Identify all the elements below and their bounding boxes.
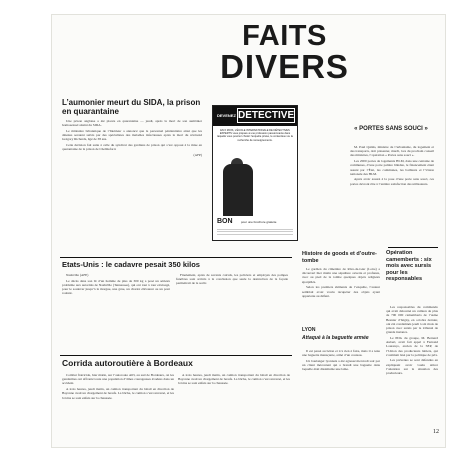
corrida-p2: A trois heures, jeudi matin, un camion transportant du bétail en direction de Bayonne avait un chargement de bœufs. La bâche, le camion s’est renversé, et les bovins se sont enfuis sur la chaussée.: [62, 387, 174, 400]
portes-p3: Après avoir assuré à la pose d’une porte sans souci, ces portes devront être à l’entière satisfaction des utilisateurs.: [350, 177, 434, 186]
nashville-p3: Finalement, après de savants calculs, les policiers et employés des pompes funèbres sont arrivés à la conclusion que seule la destruction de la façade permettrait de le sortir.: [176, 273, 288, 286]
detective-ad: [212, 105, 298, 241]
ad-coupon-label: BON: [217, 218, 233, 225]
detective-silhouette-icon: [223, 164, 253, 216]
ad-banner: [213, 106, 297, 126]
masthead-line1: FAITS: [242, 20, 327, 52]
portes-p1: M. Paul Quilès, ministre de l’urbanisme, du logement et des transports, doit présenter, mardi, lors du prochain conseil des ministres, l’opération « Portes sans souci ».: [350, 145, 434, 158]
nashville-p1: Nashville (AFP): [66, 273, 89, 277]
ad-coupon-lines: [217, 227, 293, 236]
rule-nashville: [60, 257, 292, 258]
nashville-title: Etats-Unis : le cadavre pesait 350 kilos: [62, 260, 200, 269]
nashville-p2: Le décès dans son lit d’un homme de plus de 300 kg a posé un sérieux problème aux autorités de Nashville (Tennessee), qui ont tout à tour envisagé, pour le soulever jusqu’à la morgue, une grue, un chariot élévateur ou un pont roulant.: [62, 278, 170, 296]
sida-p1: Une prison anglaise a été placée en quarantaine — jeudi, après la mort de son aumônier homosexuel atteint du SIDA.: [62, 119, 202, 128]
portes-title: « PORTES SANS SOUCI »: [354, 126, 428, 132]
corrida-body-left: [62, 373, 174, 401]
camembert-body: [386, 305, 438, 377]
goods-p1: Le gardien du cimetière de Rive-de-Gier (Loire) a découvert hier matin une sépulture ouverte et profanée, avec au pied de la tombe quelques objets religieux éparpillés.: [302, 267, 380, 284]
ad-text: EN 6 MOIS, L’ÉCOLE INTERNATIONALE DE DÉTECTIVES EXPERTS vous prépare à une profession passionnante dans laquelle vous pourrez choisir l’enquête privée, le contentieux ou la recherche de renseignements.: [217, 129, 293, 142]
camembert-title: Opération camemberts : six mois avec sursis pour les responsables: [386, 250, 432, 282]
masthead: [202, 20, 367, 85]
camembert-p2: Le PDG du groupe, M. Bernard Aubert, avait fait appel à Fernand Lourenço, ancien de la SEP, de l’Union des producteurs laitiers, qui s’estimait lésé par la politique de prix.: [386, 335, 438, 357]
page-number: 12: [433, 429, 439, 435]
goods-body: [302, 267, 380, 299]
portes-body: [350, 145, 434, 187]
masthead-line2: DIVERS: [220, 47, 349, 85]
lyon-title: Attaqué à la baguette armée: [302, 335, 369, 341]
ad-coupon-text: pour une brochure gratuite: [241, 220, 277, 224]
lyon-body: [302, 349, 380, 373]
camembert-p1: Les responsables du commando qui avait détourné un camion de plus de 700 000 camemberts de l’usine Besnier d’Isigny, en octobre dernier, ont été condamnés jeudi à six mois de prison avec sursis par le tribunal de grande instance.: [386, 305, 438, 335]
rule-camembert: [388, 247, 438, 248]
corrida-p1: Combat fratricide, hier matin, sur l’autoroute A63, au sud de Bordeaux, où les gendarmes ont affronté toute une population d’âmes courageuses évadées dans un accident.: [62, 373, 174, 386]
rule-corrida: [60, 355, 292, 356]
camembert-p3: Les prévenus se sont défendus en expliquant avoir voulu attirer l’attention sur la situation des producteurs.: [386, 358, 438, 376]
sida-credit: (AFP): [193, 152, 202, 157]
ad-prefix: DEVENEZ: [217, 113, 236, 118]
corrida-p3: A trois heures, jeudi matin, un camion transportant du bétail en direction de Bayonne avait un chargement de bœufs. La bâche, le camion s’est renversé, et les bovins se sont enfuis sur la chaussée.: [178, 373, 290, 386]
sida-p3: Cette décision fait suite à celle du syndicat des gardiens de prison qui s’est opposé à la mise en quarantaine de la prison de Chelmsford.: [62, 143, 202, 152]
newspaper-page: [51, 14, 446, 448]
sida-body: [62, 119, 202, 159]
sida-title: L’aumonier meurt du SIDA, la prison en quarantaine: [62, 98, 201, 116]
lyon-p2: Un boulanger lyonnais a été agressé mercredi soir par un client mécontent qui a brandi une baguette dans laquelle était dissimulée une lame.: [302, 358, 380, 372]
goods-title: Histoire de goods et d’outre-tombe: [302, 251, 377, 264]
portes-p2: Les 2000 portes de logements HLM, dans une centaine de communes, d’une porte palière blindée, le financement étant assuré par l’État, les communes, les bailleurs et l’Union nationale des HLM.: [350, 159, 434, 176]
nashville-body-right: [176, 273, 288, 287]
corrida-body-right: [178, 373, 290, 387]
ad-title: DETECTIVE: [238, 110, 295, 121]
corrida-title: Corrida autoroutière à Bordeaux: [62, 358, 193, 368]
lyon-p1: Il est passé au béton et n’a rien à faire, mais il a tenu une baguette menaçante, armé d’un couteau.: [302, 349, 380, 358]
lyon-city: LYON: [302, 327, 316, 333]
nashville-body-left: [62, 273, 170, 297]
sida-p2: Le ministère britannique de l’Intérieur a annoncé que le personnel pénitentiaire ainsi que les détenus seraient suivis par des spécialistes des maladies infectieuses après la mort du révérend Grégory Richards, âgé de 38 ans.: [62, 128, 202, 142]
goods-p2: Selon les premiers éléments de l’enquête, l’auteur semblait avoir voulu récupérer des objets ayant appartenu au défunt.: [302, 285, 380, 298]
